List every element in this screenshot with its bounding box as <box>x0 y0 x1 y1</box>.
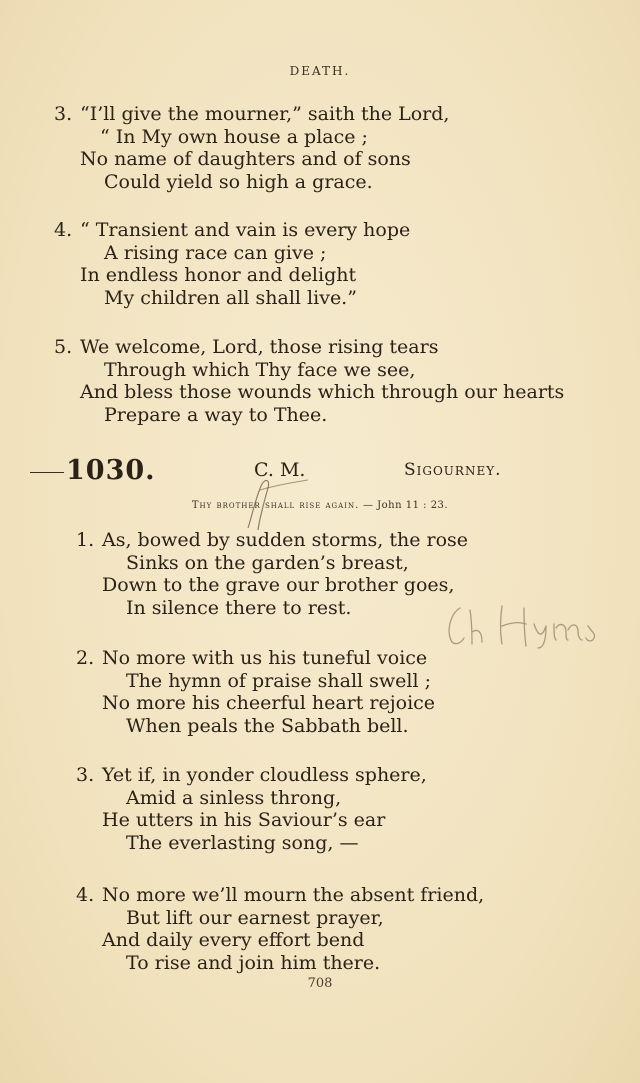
stanza-5-prev <box>54 336 564 426</box>
verse-line: The hymn of praise shall swell ; <box>126 669 432 692</box>
verse-line: “I’ll give the mourner,” saith the Lord, <box>80 103 450 125</box>
subtitle-reference: — John 11 : 23. <box>362 500 449 511</box>
stanza-1 <box>76 529 468 619</box>
stanza-number: 3. <box>76 764 95 786</box>
stanza-4 <box>76 884 484 974</box>
verse-line: The everlasting song, — <box>126 831 359 854</box>
verse-line: No more with us his tuneful voice <box>102 647 428 669</box>
stanza-number: 4. <box>76 884 95 906</box>
hymn-number: 1030. <box>66 455 156 486</box>
verse-line: Through which Thy face we see, <box>104 358 416 381</box>
stanza-number: 1. <box>76 529 95 551</box>
heading-dash <box>30 472 64 473</box>
verse-line: But lift our earnest prayer, <box>126 906 384 929</box>
stanza-4-prev <box>54 219 410 309</box>
verse-line: “ In My own house a place ; <box>100 125 368 148</box>
verse-line: Yet if, in yonder cloudless sphere, <box>102 764 427 786</box>
verse-line: We welcome, Lord, those rising tears <box>80 336 439 358</box>
stanza-3-prev <box>54 103 449 193</box>
verse-line: Prepare a way to Thee. <box>104 403 328 426</box>
running-header: DEATH. <box>289 64 351 78</box>
stanza-number: 2. <box>76 647 95 669</box>
hymn-author: Sigourney. <box>404 460 502 480</box>
verse-line: When peals the Sabbath bell. <box>126 714 409 737</box>
verse-line: And bless those wounds which through our hearts <box>80 381 565 403</box>
verse-line: To rise and join him there. <box>126 951 381 974</box>
verse-line: A rising race can give ; <box>104 241 327 264</box>
verse-line: My children all shall live.” <box>104 286 357 309</box>
hymn-heading <box>30 455 620 489</box>
verse-line: As, bowed by sudden storms, the rose <box>102 529 469 551</box>
verse-line: In silence there to rest. <box>126 596 352 619</box>
verse-line: Amid a sinless throng, <box>126 786 342 809</box>
pencil-mark-icon <box>200 476 310 536</box>
subtitle-text: Thy brother shall rise again. <box>191 500 360 511</box>
stanza-3 <box>76 764 427 854</box>
hymn-subtitle <box>0 500 640 511</box>
verse-line: Down to the grave our brother goes, <box>102 574 455 596</box>
handwritten-annotation-icon <box>442 602 612 650</box>
verse-line: In endless honor and delight <box>80 264 357 286</box>
verse-line: No name of daughters and of sons <box>80 148 411 170</box>
verse-line: No more we’ll mourn the absent friend, <box>102 884 485 906</box>
verse-line: And daily every effort bend <box>102 929 365 951</box>
verse-line: He utters in his Saviour’s ear <box>102 809 386 831</box>
stanza-number: 5. <box>54 336 73 358</box>
verse-line: “ Transient and vain is every hope <box>80 219 411 241</box>
verse-line: No more his cheerful heart rejoice <box>102 692 436 714</box>
hymn-meter: C. M. <box>254 459 306 481</box>
verse-line: Sinks on the garden’s breast, <box>126 551 409 574</box>
stanza-number: 3. <box>54 103 73 125</box>
stanza-2 <box>76 647 435 737</box>
verse-line: Could yield so high a grace. <box>104 170 373 193</box>
stanza-number: 4. <box>54 219 73 241</box>
page-number: 708 <box>307 976 333 991</box>
